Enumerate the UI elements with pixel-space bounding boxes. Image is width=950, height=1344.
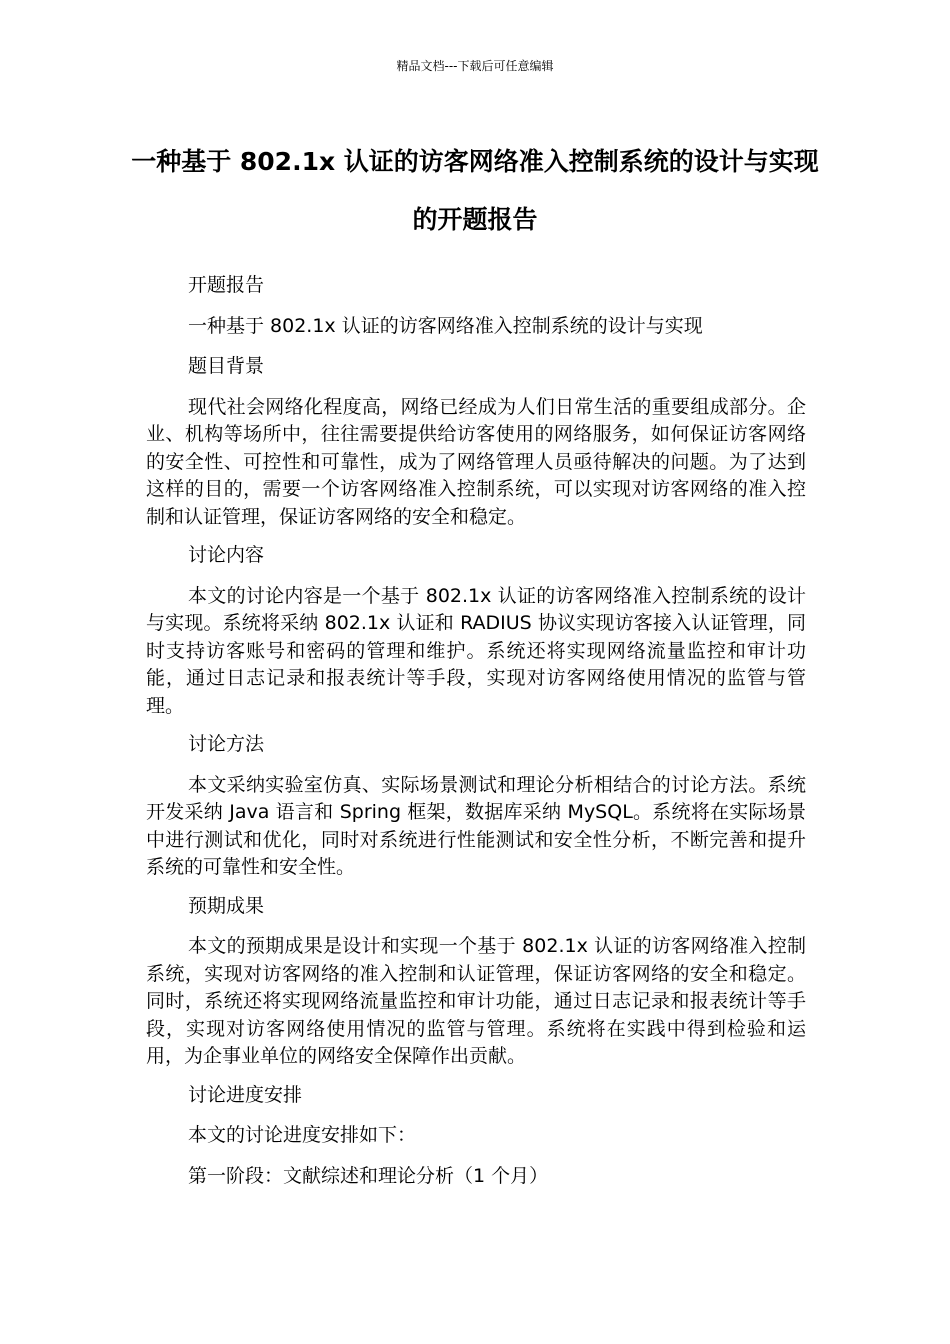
section-heading: 题目背景 [188, 355, 265, 377]
section-heading: 一种基于 802.1x 认证的访客网络准入控制系统的设计与实现 [188, 314, 703, 337]
section-heading: 预期成果 [188, 894, 265, 917]
paragraph: 第一阶段：文献综述和理论分析（1 个月） [188, 1164, 549, 1187]
page-header: 精品文档---下载后可任意编辑 [396, 59, 554, 73]
section-heading: 讨论内容 [188, 544, 265, 566]
paragraph: 本文的预期成果是设计和实现一个基于 802.1x 认证的访客网络准入控制系统，实现对访客网络的准入控制和认证管理，保证访客网络的安全和稳定。同时，系统还将实现网络流量监控和审计功能，通过日志记录和报表统计等手段，实现对访客网络使用情况的监管与管理。系统将在实践中得到检验和运用，为企事业单位的网络安全保障作出贡献。 [146, 935, 806, 1067]
paragraph: 本文采纳实验室仿真、实际场景测试和理论分析相结合的讨论方法。系统开发采纳 Java 语言和 Spring 框架，数据库采纳 MySQL。系统将在实际场景中进行测试和优化，同时对系统进行性能测试和安全性分析，不断完善和提升系统的可靠性和安全性。 [146, 773, 806, 878]
paragraph: 现代社会网络化程度高，网络已经成为人们日常生活的重要组成部分。企业、机构等场所中，往往需要提供给访客使用的网络服务，如何保证访客网络的安全性、可控性和可靠性，成为了网络管理人员亟待解决的问题。为了达到这样的目的，需要一个访客网络准入控制系统，可以实现对访客网络的准入控制和认证管理，保证访客网络的安全和稳定。 [146, 395, 806, 528]
section-heading: 开题报告 [188, 274, 265, 296]
section-heading: 讨论方法 [188, 733, 265, 755]
document-title: 一种基于 802.1x 认证的访客网络准入控制系统的设计与实现的开题报告 [131, 147, 819, 234]
paragraph: 本文的讨论进度安排如下： [188, 1124, 417, 1146]
paragraph: 本文的讨论内容是一个基于 802.1x 认证的访客网络准入控制系统的设计与实现。系统将采纳 802.1x 认证和 RADIUS 协议实现访客接入认证管理，同时支持访客账号和密码的管理和维护。系统还将实现网络流量监控和审计功能，通过日志记录和报表统计等手段，实现对访客网络使用情况的监管与管理。 [146, 584, 806, 717]
section-heading: 讨论进度安排 [188, 1083, 303, 1106]
document-body [146, 272, 806, 1203]
